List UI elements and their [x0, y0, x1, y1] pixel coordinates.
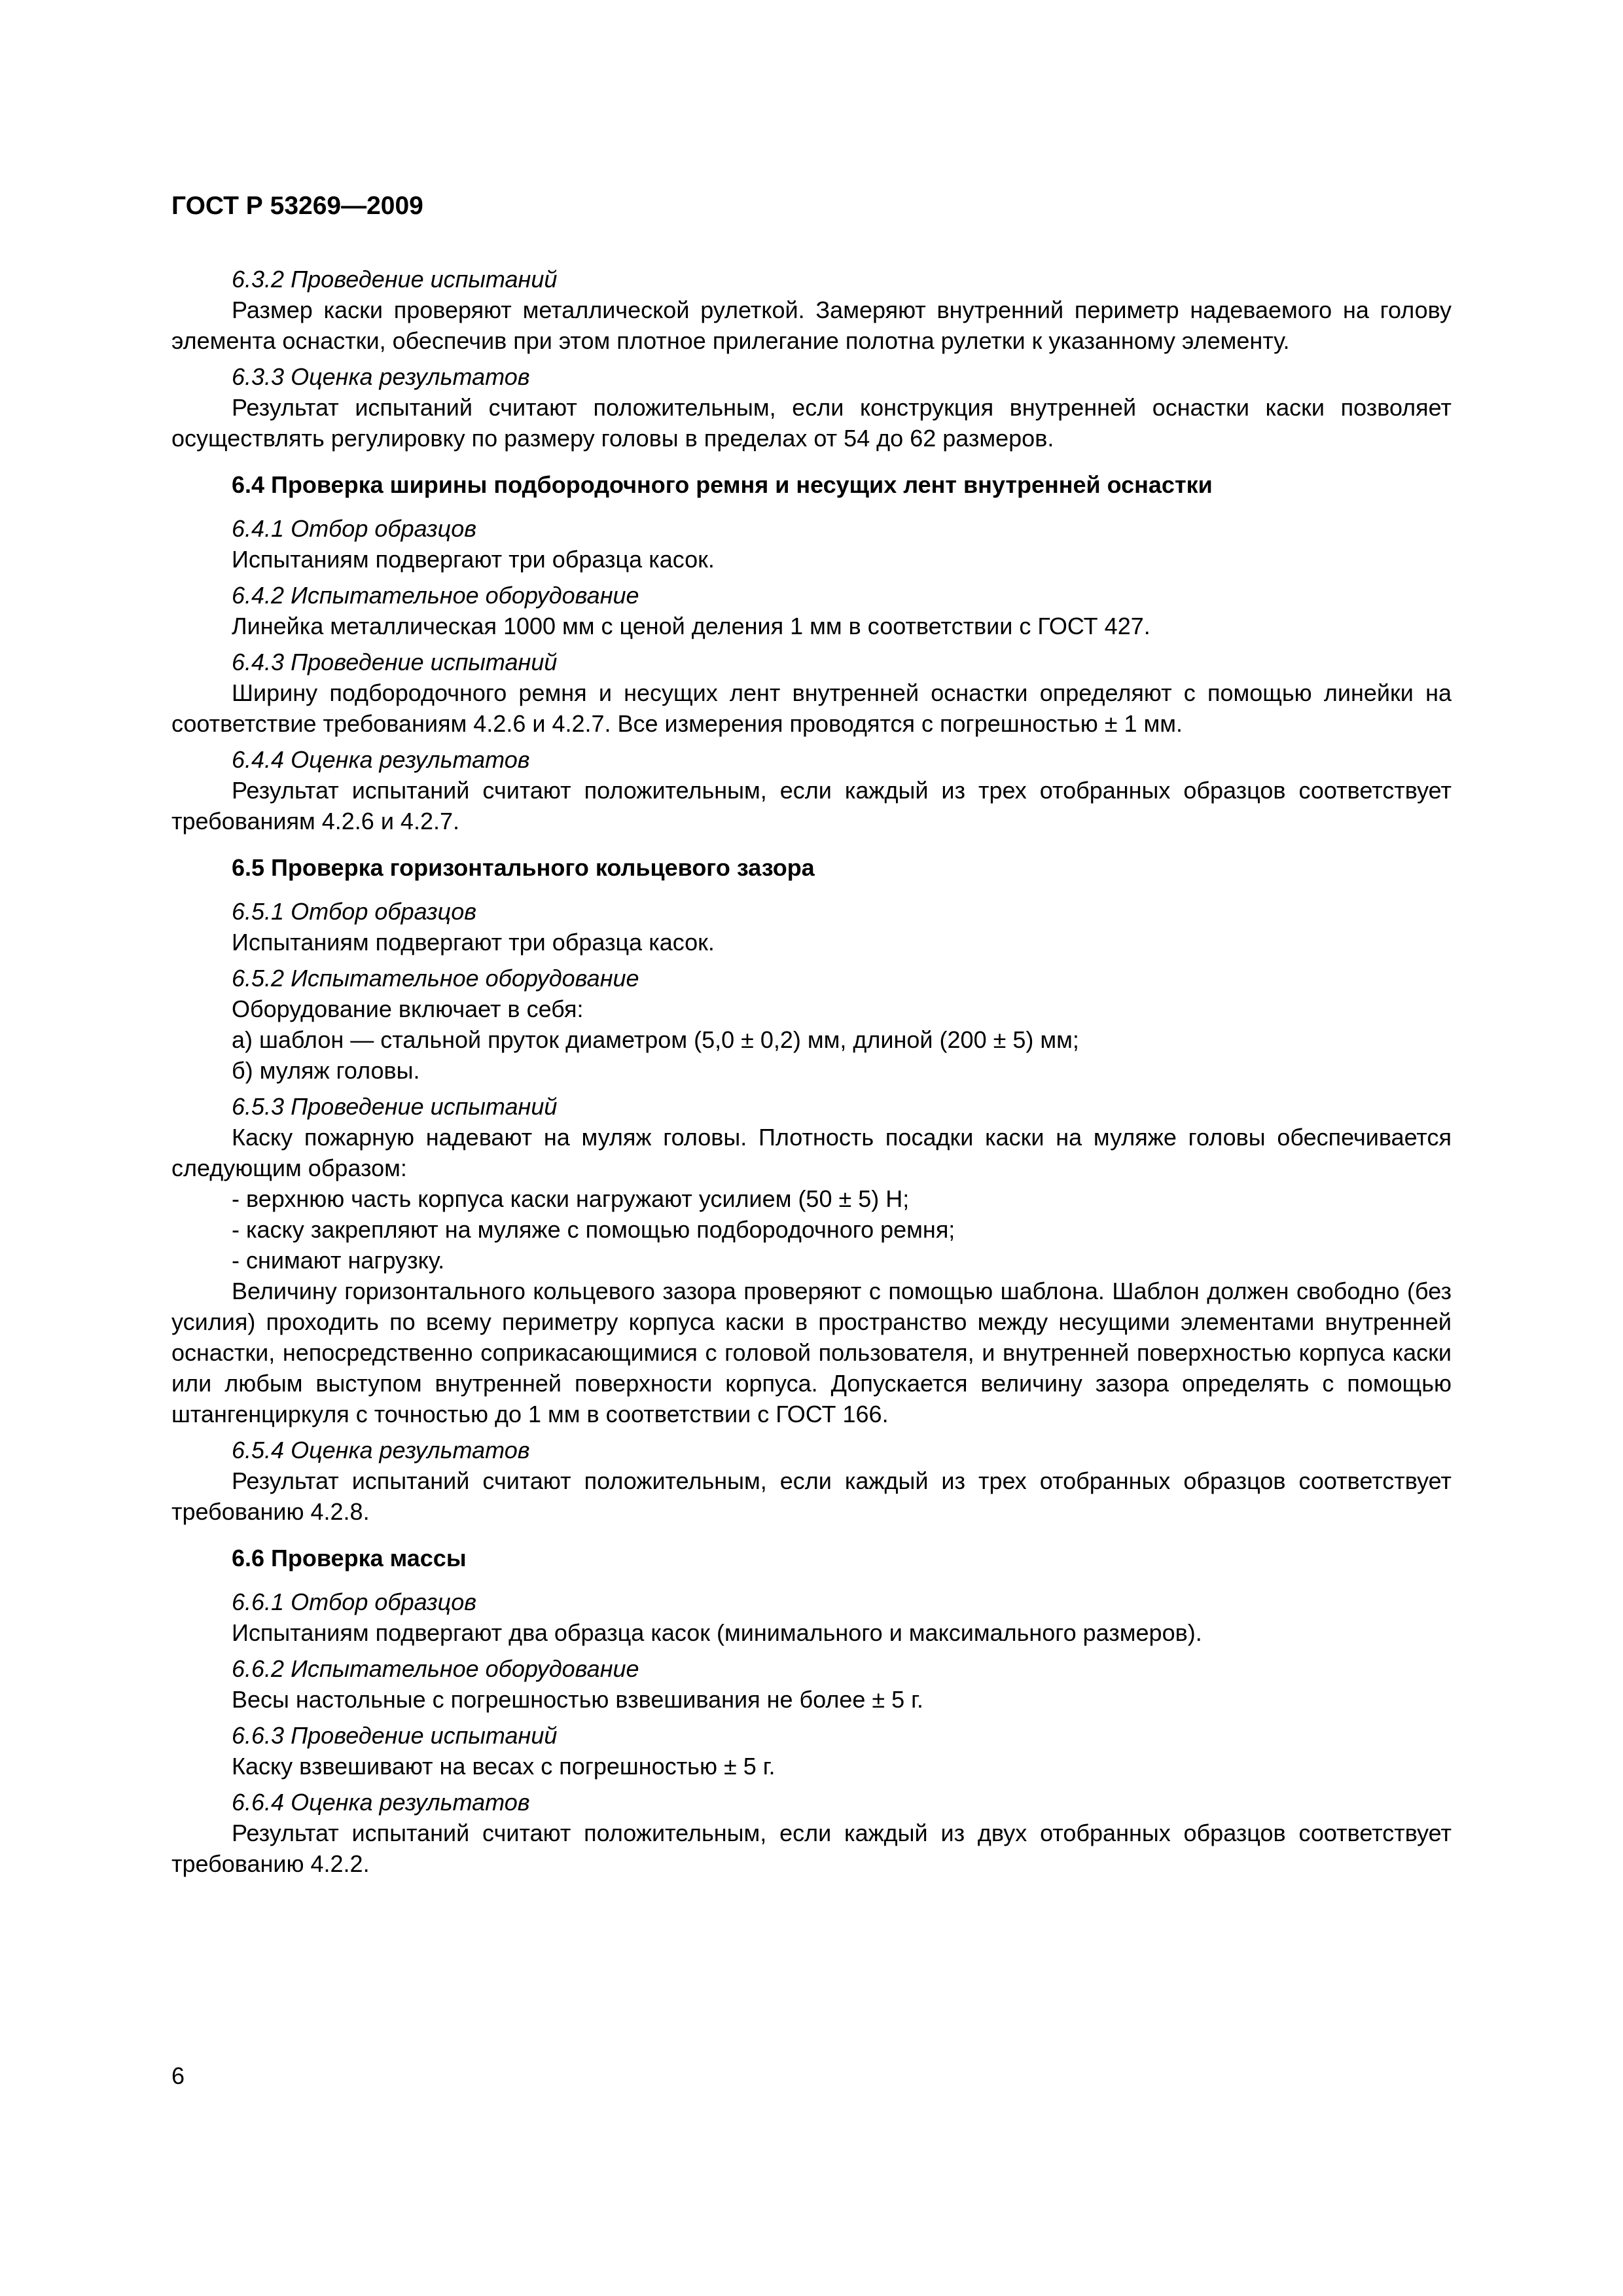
subsection-heading: 6.4.2 Испытательное оборудование [232, 582, 639, 609]
subsection-heading: 6.4.1 Отбор образцов [232, 515, 477, 542]
section-heading: 6.4 Проверка ширины подбородочного ремня и несущих лент внутренней оснастки [232, 471, 1213, 498]
list-item: - снимают нагрузку. [232, 1247, 445, 1274]
paragraph: Размер каски проверяют металлической рулеткой. Замеряют внутренний периметр надеваемого на голову элемента оснастки, обеспечив при этом плотное прилегание полотна рулетки к указанному элементу. [171, 296, 1452, 354]
subsection-heading: 6.5.2 Испытательное оборудование [232, 965, 639, 992]
subsection-heading: 6.6.2 Испытательное оборудование [232, 1655, 639, 1682]
subsection-heading: 6.5.1 Отбор образцов [232, 898, 477, 925]
list-item: - верхнюю часть корпуса каски нагружают усилием (50 ± 5) Н; [232, 1185, 910, 1212]
subsection-heading: 6.4.3 Проведение испытаний [232, 649, 558, 675]
subsection-heading: 6.5.3 Проведение испытаний [232, 1093, 558, 1120]
subsection-heading: 6.6.4 Оценка результатов [232, 1789, 530, 1816]
paragraph: Оборудование включает в себя: [232, 996, 584, 1022]
paragraph: Величину горизонтального кольцевого зазора проверяют с помощью шаблона. Шаблон должен свободно (без усилия) проходить по всему периметру корпуса каски в пространство между несущими элементами внутренней оснастки, непосредственно соприкасающимися с головой пользователя, и внутренней поверхностью корпуса каски или любым выступом внутренней поверхности корпуса. Допускается величину зазора определять с помощью штангенциркуля с точностью до 1 мм в соответствии с ГОСТ 166. [171, 1278, 1452, 1427]
paragraph: Испытаниям подвергают два образца касок (минимального и максимального размеров). [232, 1619, 1202, 1646]
page-number: 6 [171, 2062, 185, 2089]
subsection-heading: 6.5.4 Оценка результатов [232, 1437, 530, 1463]
subsection-heading: 6.4.4 Оценка результатов [232, 746, 530, 773]
paragraph: Линейка металлическая 1000 мм с ценой деления 1 мм в соответствии с ГОСТ 427. [232, 613, 1150, 639]
paragraph: Ширину подбородочного ремня и несущих лент внутренней оснастки определяют с помощью линейки на соответствие требованиям 4.2.6 и 4.2.7. Все измерения проводятся с погрешностью ± 1 мм. [171, 679, 1452, 737]
paragraph: Результат испытаний считают положительным, если каждый из трех отобранных образцов соответствует требованию 4.2.8. [171, 1467, 1452, 1525]
document-body [171, 264, 1452, 1879]
paragraph: Каску взвешивают на весах с погрешностью ± 5 г. [232, 1753, 776, 1780]
paragraph: Испытаниям подвергают три образца касок. [232, 929, 715, 956]
list-item: - каску закрепляют на муляже с помощью подбородочного ремня; [232, 1216, 955, 1243]
subsection-heading: 6.6.3 Проведение испытаний [232, 1722, 558, 1749]
paragraph: Результат испытаний считают положительным, если конструкция внутренней оснастки каски позволяет осуществлять регулировку по размеру головы в пределах от 54 до 62 размеров. [171, 394, 1452, 452]
section-heading: 6.6 Проверка массы [232, 1545, 467, 1571]
paragraph: Испытаниям подвергают три образца касок. [232, 546, 715, 573]
subsection-heading: 6.3.3 Оценка результатов [232, 363, 530, 390]
paragraph: Весы настольные с погрешностью взвешивания не более ± 5 г. [232, 1686, 923, 1713]
document-header: ГОСТ Р 53269—2009 [171, 192, 423, 220]
subsection-heading: 6.3.2 Проведение испытаний [232, 266, 558, 293]
paragraph: Результат испытаний считают положительным, если каждый из двух отобранных образцов соответствует требованию 4.2.2. [171, 1820, 1452, 1877]
list-item: а) шаблон — стальной пруток диаметром (5,0 ± 0,2) мм, длиной (200 ± 5) мм; [232, 1026, 1079, 1053]
list-item: б) муляж головы. [232, 1057, 420, 1084]
subsection-heading: 6.6.1 Отбор образцов [232, 1588, 477, 1615]
section-heading: 6.5 Проверка горизонтального кольцевого зазора [232, 854, 815, 881]
paragraph: Результат испытаний считают положительным, если каждый из трех отобранных образцов соответствует требованиям 4.2.6 и 4.2.7. [171, 777, 1452, 834]
paragraph: Каску пожарную надевают на муляж головы. Плотность посадки каски на муляже головы обеспечивается следующим образом: [171, 1124, 1452, 1181]
